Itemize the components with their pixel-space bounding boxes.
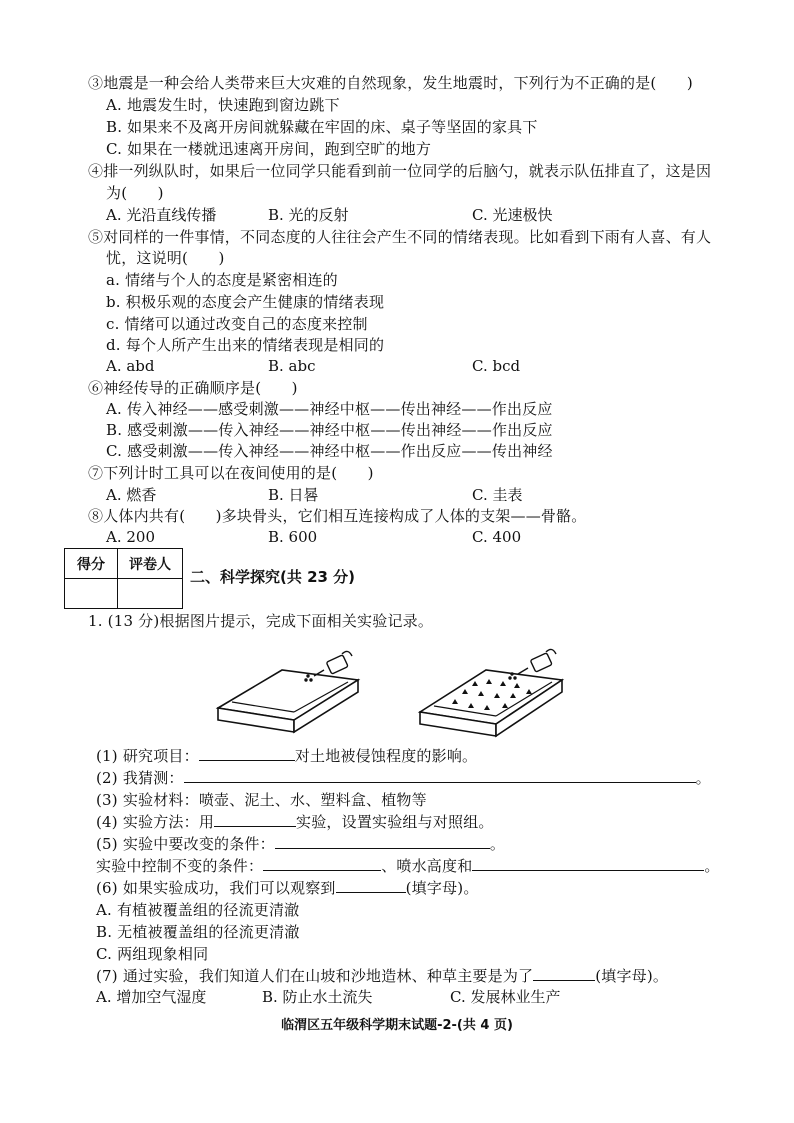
blank-controlled-2[interactable] [472,856,704,871]
grader-cell[interactable] [118,579,183,609]
tray-bare-soil [218,670,358,732]
exp-item-7: (7) 通过实验，我们知道人们在山坡和沙地造林、种草主要是为了 (填字母)。 [96,967,669,985]
q5-option-c: C. bcd [472,357,521,375]
page-footer: 临渭区五年级科学期末试题-2-(共 4 页) [281,1018,513,1033]
q4-option-c: C. 光速极快 [472,206,553,224]
exp-7-option-a: A. 增加空气湿度 [96,988,207,1006]
q3-option-b: B. 如果来不及离开房间就躲藏在牢固的床、桌子等坚固的家具下 [106,118,538,136]
exp-6-option-c: C. 两组现象相同 [96,945,209,963]
exp-item-6: (6) 如果实验成功，我们可以观察到 (填字母)。 [96,879,479,897]
q4-option-a: A. 光沿直线传播 [106,206,217,224]
q5-option-a: A. abd [106,357,155,375]
grader-label: 评卷人 [118,549,183,579]
blank-controlled-1[interactable] [263,856,381,871]
exp-item-3: (3) 实验材料：喷壶、泥土、水、塑料盒、植物等 [96,791,427,809]
q3-stem: ③地震是一种会给人类带来巨大灾难的自然现象，发生地震时，下列行为不正确的是( ) [88,74,693,92]
q8-option-c: C. 400 [472,528,522,546]
q6-option-c: C. 感受刺激——传入神经——神经中枢——作出反应——传出神经 [106,442,553,460]
exp-6-option-b: B. 无植被覆盖组的径流更清澈 [96,923,300,941]
q4-option-b: B. 光的反射 [268,206,349,224]
q5-item-b: b. 积极乐观的态度会产生健康的情绪表现 [106,293,385,311]
q4-stem-line1: ④排一列纵队时，如果后一位同学只能看到前一位同学的后脑勺，就表示队伍排直了，这是因 [88,162,712,180]
q5-item-d: d. 每个人所产生出来的情绪表现是相同的 [106,336,385,354]
blank-purpose[interactable] [533,966,595,981]
q5-option-b: B. abc [268,357,316,375]
q7-stem: ⑦下列计时工具可以在夜间使用的是( ) [88,464,374,482]
section-2-title: 二、科学探究(共 23 分) [190,568,356,586]
score-table [64,548,183,609]
q7-option-a: A. 燃香 [106,486,157,504]
score-cell[interactable] [65,579,118,609]
exp-item-1: (1) 研究项目： 对土地被侵蚀程度的影响。 [96,747,478,765]
blank-changed-condition[interactable] [275,834,490,849]
exp-item-4: (4) 实验方法：用 实验，设置实验组与对照组。 [96,813,494,831]
exp-7-option-b: B. 防止水土流失 [262,988,373,1006]
q7-option-b: B. 日晷 [268,486,319,504]
q8-option-b: B. 600 [268,528,318,546]
q6-stem: ⑥神经传导的正确顺序是( ) [88,379,298,397]
q3-option-c: C. 如果在一楼就迅速离开房间，跑到空旷的地方 [106,140,432,158]
exp-6-option-a: A. 有植被覆盖组的径流更清澈 [96,901,300,919]
tray-with-plants [420,670,562,736]
q5-stem-line1: ⑤对同样的一件事情，不同态度的人往往会产生不同的情绪表现。比如看到下雨有人喜、有人 [88,228,712,246]
exp-item-2: (2) 我猜测： 。 [96,769,711,787]
q8-option-a: A. 200 [106,528,155,546]
exp-item-5: (5) 实验中要改变的条件： 。 [96,835,506,853]
blank-method[interactable] [214,812,296,827]
q5-item-c: c. 情绪可以通过改变自己的态度来控制 [106,315,368,333]
blank-research-item[interactable] [199,746,295,761]
q7-option-c: C. 圭表 [472,486,523,504]
q6-option-a: A. 传入神经——感受刺激——神经中枢——传出神经——作出反应 [106,400,553,418]
score-label: 得分 [65,549,118,579]
q4-stem-line2: 为( ) [106,184,164,202]
exp-item-5-controlled: 实验中控制不变的条件： 、喷水高度和 。 [96,857,720,875]
experiment-intro: 1. (13 分)根据图片提示，完成下面相关实验记录。 [88,612,434,630]
q8-stem: ⑧人体内共有( )多块骨头，它们相互连接构成了人体的支架——骨骼。 [88,507,587,525]
blank-hypothesis[interactable] [184,768,696,783]
experiment-figure [210,640,570,745]
q6-option-b: B. 感受刺激——传入神经——神经中枢——传出神经——作出反应 [106,421,553,439]
blank-observation[interactable] [336,878,406,893]
q3-option-a: A. 地震发生时，快速跑到窗边跳下 [106,96,340,114]
q5-stem-line2: 忧，这说明( ) [106,249,225,267]
q5-item-a: a. 情绪与个人的态度是紧密相连的 [106,271,338,289]
exp-7-option-c: C. 发展林业生产 [450,988,561,1006]
